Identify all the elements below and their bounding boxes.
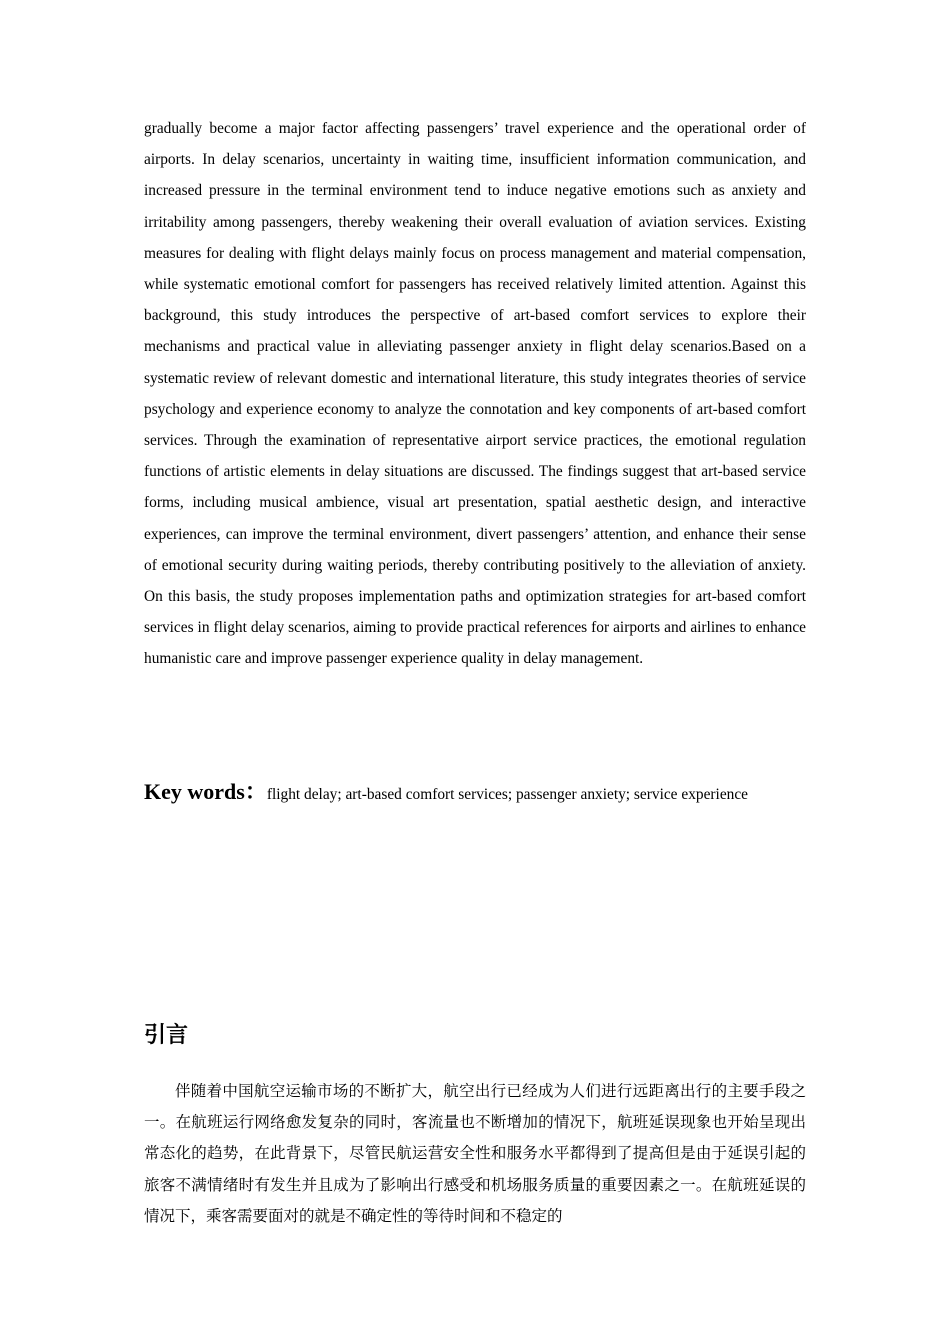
introduction-heading: 引言 — [144, 1023, 189, 1048]
keywords-text: flight delay; art-based comfort services; passenger anxiety; service experience — [266, 786, 749, 803]
keywords-line — [144, 775, 824, 806]
abstract-paragraph: gradually become a major factor affecting passengers’ travel experience and the operational order of airports. In delay scenarios, uncertainty in waiting time, insufficient information communication, and increased pressure in the terminal environment tend to induce negative emotions such as anxiety and irritability among passengers, thereby weakening their overall evaluation of aviation services. Existing measures for dealing with flight delays mainly focus on process management and material compensation, while systematic emotional comfort for passengers has received relatively limited attention. Against this background, this study introduces the perspective of art-based comfort services to explore their mechanisms and practical value in alleviating passenger anxiety in flight delay scenarios.Based on a systematic review of relevant domestic and international literature, this study integrates theories of service psychology and experience economy to analyze the connotation and key components of art-based comfort services. Through the examination of representative airport service practices, the emotional regulation functions of artistic elements in delay situations are discussed. The findings suggest that art-based service forms, including musical ambience, visual art presentation, spatial aesthetic design, and interactive experiences, can improve the terminal environment, divert passengers’ attention, and enhance their sense of emotional security during waiting periods, thereby contributing positively to the alleviation of anxiety. On this basis, the study proposes implementation paths and optimization strategies for art-based comfort services in flight delay scenarios, aiming to provide practical references for airports and airlines to enhance humanistic care and improve passenger experience quality in delay management. — [144, 120, 806, 668]
keywords-label: Key words： — [144, 779, 267, 804]
introduction-paragraph: 伴随着中国航空运输市场的不断扩大，航空出行已经成为人们进行远距离出行的主要手段之一。在航班运行网络愈发复杂的同时，客流量也不断增加的情况下，航班延误现象也开始呈现出常态化的趋势，在此背景下，尽管民航运营安全性和服务水平都得到了提高但是由于延误引起的旅客不满情绪时有发生并且成为了影响出行感受和机场服务质量的重要因素之一。在航班延误的情况下，乘客需要面对的就是不确定性的等待时间和不稳定的 — [144, 1082, 806, 1225]
